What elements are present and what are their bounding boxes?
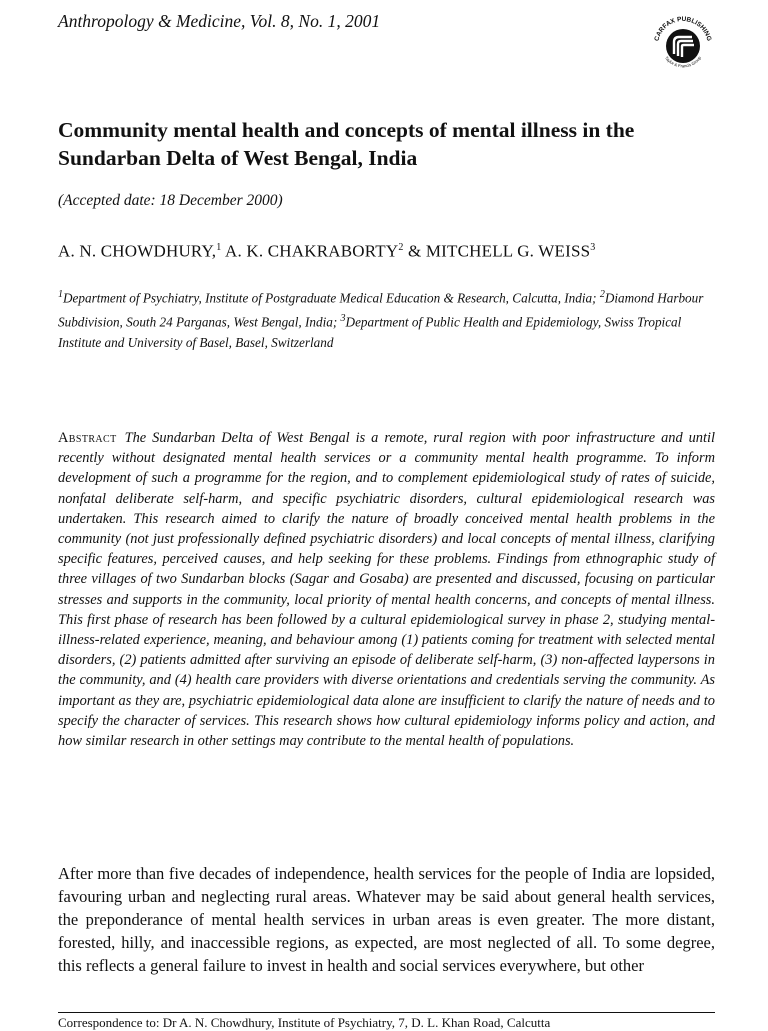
- logo-inner-text: Taylor & Francis Group: [663, 55, 703, 69]
- abstract-label: Abstract: [58, 430, 117, 446]
- affiliations: [58, 285, 718, 353]
- affiliation-text: Department of Public Health and Epidemiology, Swiss Tropical Institute and University of Basel, Basel, Switzerland: [58, 314, 682, 350]
- author-name: A. K. CHAKRABORTY: [224, 241, 399, 261]
- author-mark: 2: [398, 242, 404, 253]
- logo-arc-text: CARFAX PUBLISHING: [653, 15, 713, 42]
- author-name: A. N. CHOWDHURY,: [58, 241, 217, 261]
- affiliation-text: Department of Psychiatry, Institute of Postgraduate Medical Education & Research, Calcutta, India;: [63, 290, 597, 306]
- affiliation-mark: 1: [58, 289, 63, 300]
- abstract-text: The Sundarban Delta of West Bengal is a remote, rural region with poor infrastructure and until recently without designated mental health services or a community mental health programme. To inform development of such a programme for the region, and to complement epidemiological study of rates of suicide, nonfatal deliberate self-harm, and specific psychiatric disorders, cultural epidemiological research was undertaken. This research aimed to clarify the nature of broadly conceived mental health problems in the community (not just professionally defined psychiatric disorders) and local concepts of mental illness, clarifying specific features, perceived causes, and help seeking for these problems. Findings from ethnographic study of three villages of two Sundarban blocks (Sagar and Gosaba) are presented and discussed, focusing on particular stresses and supports in the community, local priority of mental health concerns, and concepts of mental illness. This first phase of research has been followed by a cultural epidemiological survey in phase 2, studying mental-illness-related experience, meaning, and behaviour among (1) patients coming for treatment with selected mental disorders, (2) patients admitted after surviving an episode of deliberate self-harm, (3) non-affected laypersons in the community, and (4) health care providers with diverse orientations and credentials serving the community. As important as they are, psychiatric epidemiological data alone are insufficient to clarify the nature of needs and to specify the character of services. This research shows how cultural epidemiology informs policy and action, and how similar research in other settings may contribute to the mental health of populations.: [58, 430, 715, 750]
- journal-citation: Anthropology & Medicine, Vol. 8, No. 1, 2001: [58, 11, 381, 31]
- publisher-logo: [646, 6, 720, 80]
- author-name: & MITCHELL G. WEISS: [407, 241, 591, 261]
- correspondence-footnote: Correspondence to: Dr A. N. Chowdhury, Institute of Psychiatry, 7, D. L. Khan Road, Calcutta: [58, 1015, 551, 1030]
- body-paragraph: After more than five decades of independence, health services for the people of India are lopsided, favouring urban and neglecting rural areas. Whatever may be said about general health services, the preponderance of mental health services in urban areas is even greater. The more distant, forested, hilly, and inaccessible regions, as expected, are most neglected of all. To some degree, this reflects a general failure to invest in health and social services everywhere, but other: [58, 864, 715, 975]
- affiliation-mark: 2: [599, 289, 605, 300]
- accepted-date: (Accepted date: 18 December 2000): [58, 192, 283, 209]
- affiliation-text: Diamond Harbour Subdivision, South 24 Parganas, West Bengal, India;: [58, 290, 704, 330]
- author-mark: 3: [590, 242, 596, 253]
- affiliation-mark: 3: [340, 312, 346, 324]
- footnote-divider: [58, 1012, 715, 1013]
- author-mark: 1: [216, 242, 222, 253]
- article-title: Community mental health and concepts of mental illness in the Sundarban Delta of West Bengal, India: [58, 118, 635, 170]
- abstract: [58, 428, 715, 751]
- author-list: [58, 236, 718, 264]
